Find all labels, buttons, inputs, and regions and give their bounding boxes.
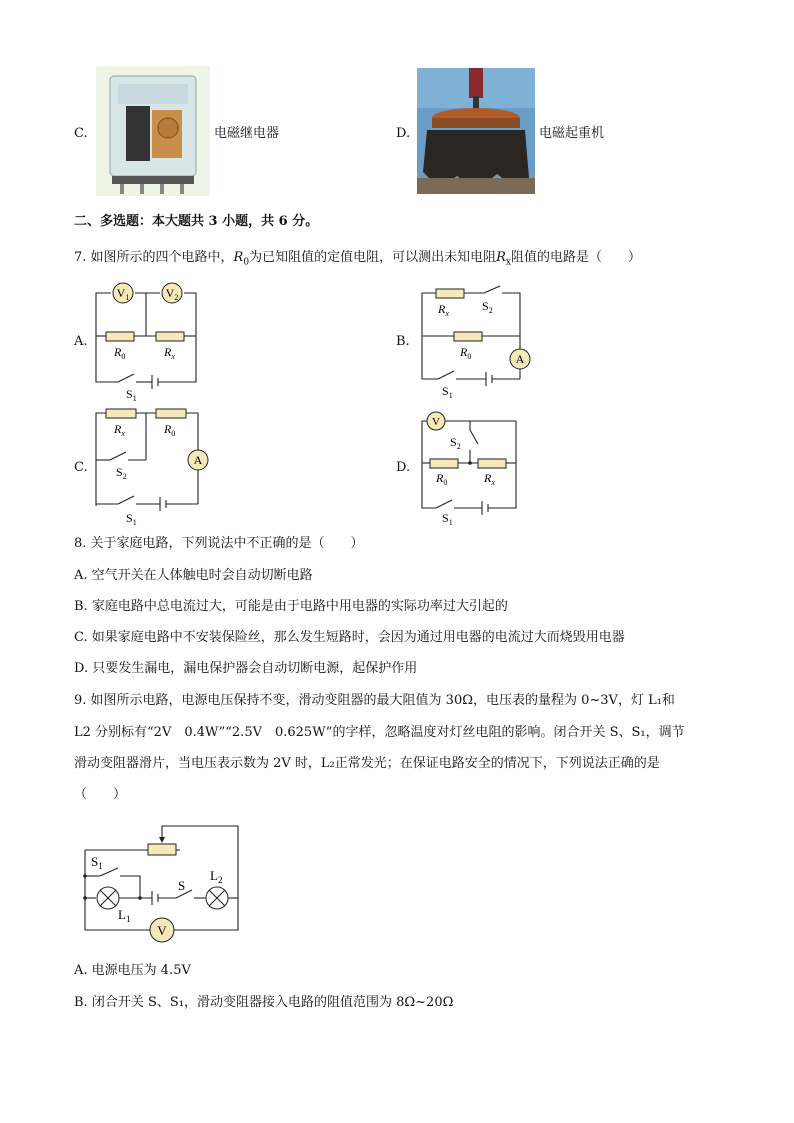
option-d-text: 电磁起重机 [539,126,605,141]
svg-text:R0: $R_0$ [164,422,176,438]
q7-option-d-label: D. [396,460,411,475]
svg-text:S2: $S_2$ [482,299,493,315]
q7-r0-sub: 0 [243,257,250,268]
q7-circuit-d [416,406,536,528]
svg-text:V2: $V_2$ [165,286,179,302]
svg-text:R0: $R_0$ [436,471,448,487]
svg-text:L1: $L_1$ [118,907,131,924]
option-c-text: 电磁继电器 [214,126,280,141]
svg-text:S1: $S_1$ [442,384,453,400]
resistor-r0 [156,409,186,418]
resistor-r0 [454,332,482,341]
q7-r0: R [233,250,244,265]
rheostat [148,844,176,855]
q7-stem-mid: 为已知阻值的定值电阻，可以测出未知电阻 [249,250,497,265]
q9-stem-line3: 滑动变阻器滑片，当电压表示数为 2V 时，L₂正常发光；在保证电路安全的情况下，下列说法正确的是 [74,756,660,771]
svg-text:V: V [157,923,167,938]
q7-stem-post: 阻值的电路是（ ） [510,250,641,265]
svg-text:S1: $S_1$ [126,511,137,527]
q7-stem-pre: 7. 如图所示的四个电路中， [74,250,234,265]
svg-text:A: A [515,352,525,366]
q9-option-a: A. 电源电压为 4.5V [74,963,191,978]
svg-text:L2: $L_2$ [210,868,223,885]
svg-text:S1: $S_1$ [91,854,103,871]
relay-photo [96,66,210,196]
svg-text:S2: $S_2$ [116,465,127,481]
svg-text:S1: $S_1$ [126,387,137,402]
resistor-rx [106,409,136,418]
q7-stem [74,250,641,271]
option-c-label: C. [74,126,88,141]
q7-circuit-b [416,282,536,400]
svg-text:R0: $R_0$ [114,345,126,361]
svg-text:Rx: $R_x$ [164,345,175,361]
q8-option-a: A. 空气开关在人体触电时会自动切断电路 [74,568,313,583]
q9-circuit [80,820,250,948]
q7-option-a-label: A. [74,334,88,349]
q8-option-d: D. 只要发生漏电，漏电保护器会自动切断电源，起保护作用 [74,661,418,676]
svg-text:Rx: $R_x$ [438,302,449,318]
q7-circuit-c [90,400,212,528]
q7-option-b-label: B. [396,334,410,349]
resistor-rx [478,459,506,468]
svg-text:R0: $R_0$ [460,345,472,361]
q8-stem: 8. 关于家庭电路，下列说法中不正确的是（ ） [74,536,364,551]
q7-rx-sub: x [505,257,511,268]
resistor-r0 [106,332,134,341]
resistor-r0 [430,459,458,468]
q9-stem-line1: 9. 如图所示电路，电源电压保持不变，滑动变阻器的最大阻值为 30Ω，电压表的量程为 0~3V，灯 L₁和 [74,693,675,708]
svg-text:S1: $S_1$ [442,511,453,527]
q8-option-c: C. 如果家庭电路中不安装保险丝，那么发生短路时，会因为通过用电器的电流过大而烧毁用电器 [74,630,625,645]
svg-text:V: V [432,416,440,428]
resistor-rx [156,332,184,341]
svg-text:Rx: $R_x$ [114,422,125,438]
svg-text:S2: $S_2$ [450,435,461,451]
q7-option-c-label: C. [74,460,88,475]
crane-photo [417,68,535,194]
svg-text:Rx: $R_x$ [484,471,495,487]
q9-option-b: B. 闭合开关 S、S₁，滑动变阻器接入电路的阻值范围为 8Ω~20Ω [74,995,454,1010]
q9-stem-line2: L2 分别标有“2V 0.4W”“2.5V 0.625W”的字样，忽略温度对灯丝电阻的影响。闭合开关 S、S₁，调节 [74,725,685,740]
svg-text:A: A [193,453,203,467]
resistor-rx [436,289,464,298]
svg-text:S: S [178,878,186,893]
q9-stem-line4: （ ） [74,787,127,802]
q8-option-b: B. 家庭电路中总电流过大，可能是由于电路中用电器的实际功率过大引起的 [74,599,508,614]
q7-circuit-a [90,280,210,402]
section-heading: 二、多选题：本大题共 3 小题，共 6 分。 [74,214,319,229]
option-d-label: D. [396,126,411,141]
q7-rx: R [496,250,506,265]
svg-text:V1: $V_1$ [116,286,130,302]
